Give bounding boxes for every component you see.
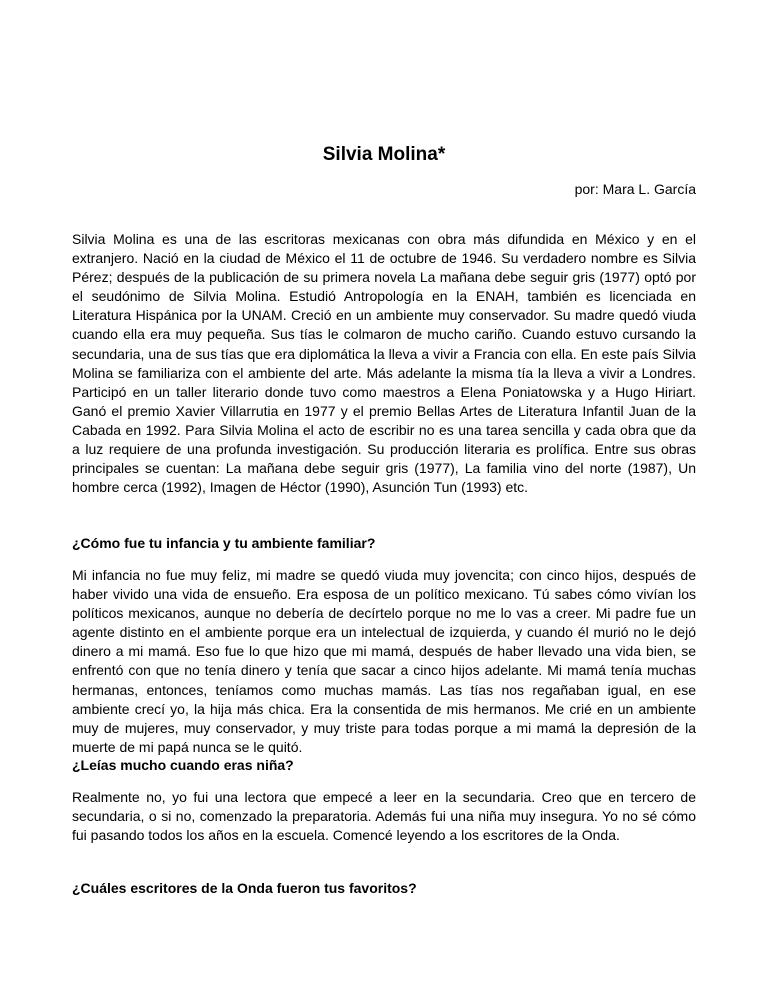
question-favorite-writers: ¿Cuáles escritores de la Onda fueron tus favoritos?: [72, 880, 417, 896]
author-byline: por: Mara L. García: [574, 181, 696, 197]
answer-childhood: Mi infancia no fue muy feliz, mi madre se quedó viuda muy jovencita; con cinco hijos, después de haber vivido una vida de ensueño. Era esposa de un político mexicano. Tú sabes cómo vivían los políticos mexicanos, aunque no debería de decírtelo porque no me lo vas a creer. Mi padre fue un agente distinto en el ambiente porque era un intelectual de izquierda, y cuando él murió no le dejó dinero a mi mamá. Eso fue lo que hizo que mi mamá, después de haber llevado una vida bien, se enfrentó con que no tenía dinero y tenía que sacar a cinco hijos adelante. Mi mamá tenía muchas hermanas, entonces, teníamos como muchas mamás. Las tías nos regañaban igual, en ese ambiente crecí yo, la hija más chica. Era la consentida de mis hermanos. Me crié en un ambiente muy de mujeres, muy conservador, y muy triste para todas porque a mi mamá la depresión de la muerte de mi papá nunca se le quitó.: [72, 567, 696, 755]
page-title: Silvia Molina*: [322, 144, 446, 165]
intro-paragraph: Silvia Molina es una de las escritoras mexicanas con obra más difundida en México y en el extranjero. Nació en la ciudad de México el 11 de octubre de 1946. Su verdadero nombre es Silvia Pérez; después de la publicación de su primera novela La mañana debe seguir gris (1977) optó por el seudónimo de Silvia Molina. Estudió Antropología en la ENAH, también es licenciada en Literatura Hispánica por la UNAM. Creció en un ambiente muy conservador. Su madre quedó viuda cuando ella era muy pequeña. Sus tías le colmaron de mucho cariño. Cuando estuvo cursando la secundaria, una de sus tías que era diplomática la lleva a vivir a Francia con ella. En este país Silvia Molina se familiariza con el ambiente del arte. Más adelante la misma tía la lleva a vivir a Londres. Participó en un taller literario donde tuvo como maestros a Elena Poniatowska y a Hugo Hiriart. Ganó el premio Xavier Villarrutia en 1977 y el premio Bellas Artes de Literatura Infantil Juan de la Cabada en 1992. Para Silvia Molina el acto de escribir no es una tarea sencilla y cada obra que da a luz requiere de una profunda investigación. Su producción literaria es prolífica. Entre sus obras principales se cuentan: La mañana debe seguir gris (1977), La familia vino del norte (1987), Un hombre cerca (1992), Imagen de Héctor (1990), Asunción Tun (1993) etc.: [72, 231, 696, 496]
question-reading: ¿Leías mucho cuando eras niña?: [72, 757, 294, 773]
question-childhood: ¿Cómo fue tu infancia y tu ambiente familiar?: [72, 535, 376, 551]
answer-reading: Realmente no, yo fui una lectora que empecé a leer en la secundaria. Creo que en tercero de secundaria, o si no, comenzado la preparatoria. Además fui una niña muy insegura. Yo no sé cómo fui pasando todos los años en la escuela. Comencé leyendo a los escritores de la Onda.: [72, 789, 696, 844]
